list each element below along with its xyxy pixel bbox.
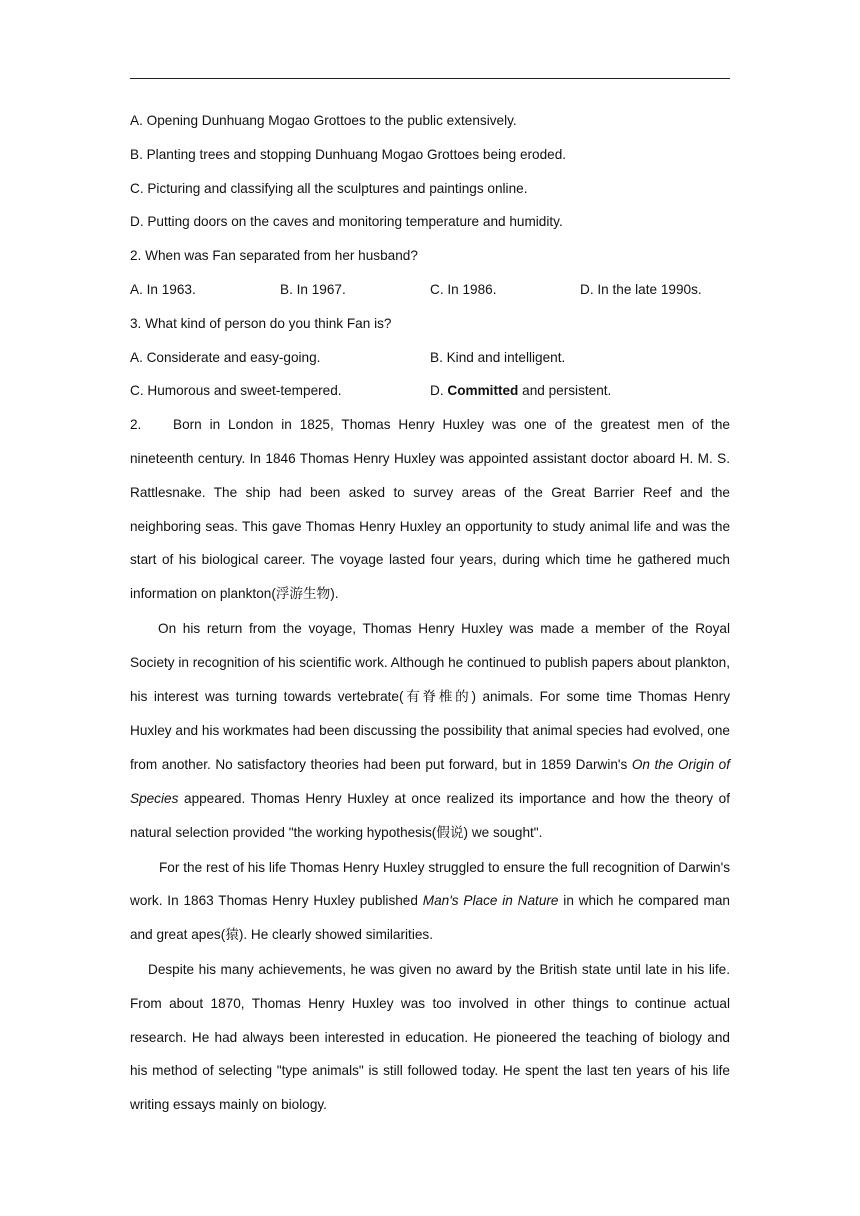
- q3-option-d-letter: D.: [430, 383, 444, 399]
- p2-book-title: On the Origin of Species: [130, 757, 730, 806]
- p2-text-d: ) we sought".: [463, 824, 543, 840]
- p2-text-a: On his return from the voyage, Thomas Henry Huxley was made a member of the Royal Society in recognition of his scientific work. Although he continued to publish papers about plankton, his interest was turning towards vertebrate(: [130, 620, 731, 704]
- q2-option-b: B. In 1967.: [280, 281, 346, 297]
- q2-option-d: D. In the late 1990s.: [580, 281, 702, 297]
- passage-number: 2.: [130, 417, 142, 433]
- q1-option-b: B. Planting trees and stopping Dunhuang Mogao Grottoes being eroded.: [130, 146, 567, 162]
- p3-text-b: in which he compared man and great apes(: [130, 893, 730, 943]
- p1-text: Born in London in 1825, Thomas Henry Huxley was one of the greatest men of the nineteenth century. In 1846 Thomas Henry Huxley was appointed assistant doctor aboard H. M. S. Rattlesnake. The ship had been asked to survey areas of the Great Barrier Reef and the neighboring seas. This gave Thomas Henry Huxley an opportunity to study animal life and was the start of his biological career. The voyage lasted four years, during which time he gathered much information on plankton(: [130, 417, 730, 602]
- p3-book-title: Man's Place in Nature: [422, 893, 559, 909]
- q2-stem: 2. When was Fan separated from her husband?: [130, 248, 418, 264]
- q1-option-c: C. Picturing and classifying all the sculptures and paintings online.: [130, 180, 528, 196]
- q3-option-d: [430, 380, 611, 402]
- p3-chinese-gloss: 猿: [225, 927, 239, 944]
- document-body: [130, 110, 730, 1122]
- q2-options: [130, 279, 730, 313]
- q3-option-d-bold-word: Committed: [447, 383, 519, 399]
- q3-stem: 3. What kind of person do you think Fan is?: [130, 315, 392, 331]
- p2-text-c: appeared. Thomas Henry Huxley at once realized its importance and how the theory of natural selection provided "the working hypothesis(: [130, 790, 730, 840]
- passage-paragraph-3: [130, 851, 730, 953]
- p1-end: ).: [330, 586, 339, 602]
- header-rule: [130, 78, 730, 79]
- q1-option-a: A. Opening Dunhuang Mogao Grottoes to the public extensively.: [130, 113, 517, 128]
- p3-text-a: For the rest of his life Thomas Henry Huxley struggled to ensure the full recognition of Darwin's work. In 1863 Thomas Henry Huxley published: [130, 859, 730, 909]
- q3-option-b: B. Kind and intelligent.: [430, 349, 566, 365]
- p2-chinese-gloss-1: 有脊椎的: [403, 688, 472, 705]
- q3-option-d-rest: and persistent.: [522, 383, 612, 399]
- p2-chinese-gloss-2: 假说: [436, 824, 464, 841]
- p3-text-c: ). He clearly showed similarities.: [238, 927, 433, 943]
- q3-option-a: A. Considerate and easy-going.: [130, 349, 321, 365]
- passage-paragraph-1: [130, 408, 730, 612]
- q3-options-row1: [130, 347, 730, 381]
- q1-option-d: D. Putting doors on the caves and monitoring temperature and humidity.: [130, 214, 563, 230]
- q2-option-c: C. In 1986.: [430, 281, 497, 297]
- q3-option-c: C. Humorous and sweet-tempered.: [130, 383, 342, 399]
- passage-paragraph-4: Despite his many achievements, he was given no award by the British state until late in his life. From about 1870, Thomas Henry Huxley was too involved in other things to continue actual research. He had always been interested in education. He pioneered the teaching of biology and his method of selecting "type animals" is still followed today. He spent the last ten years of his life writing essays mainly on biology.: [130, 961, 730, 1113]
- q3-options-row2: [130, 380, 730, 414]
- passage-paragraph-2: [130, 612, 730, 851]
- q2-option-a: A. In 1963.: [130, 281, 196, 297]
- p2-text-b: ) animals. For some time Thomas Henry Huxley and his workmates had been discussing the possibility that animal species had evolved, one from another. No satisfactory theories had been put forward, but in 1859 Darwin's: [130, 688, 731, 773]
- p1-chinese-gloss: 浮游生物: [275, 586, 331, 603]
